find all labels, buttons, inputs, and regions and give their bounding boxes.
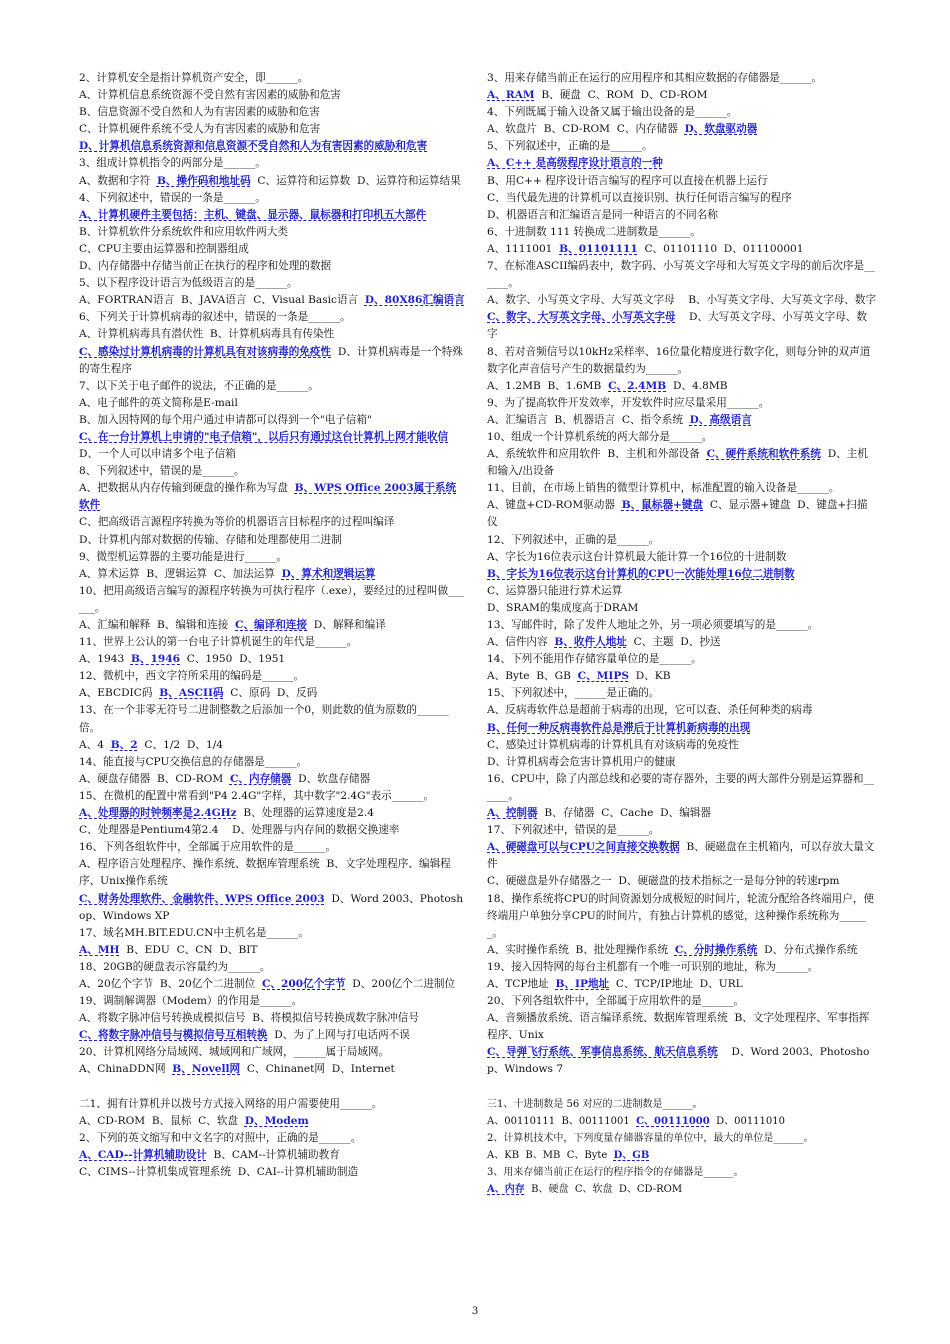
text-line [487, 258, 877, 292]
line-text: A、数据和字符 [79, 174, 157, 187]
text-line [79, 617, 465, 634]
text-line [487, 617, 877, 634]
text-line [79, 1061, 465, 1078]
line-text-tail: D、Word 2003、Photoshop、Windows XP [79, 892, 464, 922]
text-line [487, 720, 877, 737]
line-text-tail: B、存储器 C、Cache D、编辑器 [537, 807, 711, 820]
answer-highlight: D、Modem [244, 1114, 309, 1127]
text-line [79, 429, 465, 446]
line-text: 20、下列各组软件中，全部属于应用软件的是______。 [487, 995, 745, 1008]
line-text-tail: C、1/2 D、1/4 [137, 738, 224, 751]
text-line [79, 839, 465, 856]
line-text: 二1、拥有计算机并以拨号方式接入网络的用户需要使用______。 [79, 1097, 383, 1110]
line-text: A、算术运算 B、逻辑运算 C、加法运算 [79, 567, 282, 580]
answer-highlight: B、IP地址 [555, 977, 610, 990]
line-text-tail: C、主题 D、抄送 [626, 636, 721, 649]
line-text: B、加入因特网的每个用户通过申请都可以得到一个"电子信箱" [79, 413, 372, 426]
text-line [487, 771, 877, 805]
text-line [79, 685, 465, 702]
line-text: 4、下列叙述中，错误的一条是______。 [79, 191, 266, 204]
line-text-tail: B、CAM--计算机辅助教育 [206, 1148, 340, 1161]
text-line [487, 1044, 877, 1078]
line-text: D、一个人可以申请多个电子信箱 [79, 448, 236, 461]
answer-highlight: D、软盘驱动器 [684, 123, 758, 136]
answer-highlight: B、鼠标器+键盘 [621, 499, 704, 512]
text-line [487, 446, 877, 480]
line-text: 3、用来存储当前正在运行的应用程序和其相应数据的存储器是______。 [487, 72, 823, 84]
line-text-tail: D、分布式操作系统 [757, 943, 858, 956]
answer-highlight: B、01101111 [559, 242, 638, 255]
text-line [79, 70, 465, 87]
line-text: D、机器语言和汇编语言是同一种语言的不同名称 [487, 208, 718, 221]
answer-highlight: A、处理器的时钟频率是2.4GHz [79, 807, 237, 820]
line-text: B、用C++ 程序设计语言编写的程序可以直接在机器上运行 [487, 174, 768, 187]
text-line [487, 600, 877, 617]
answer-highlight: A、C++ 是高级程序设计语言的一种 [487, 157, 663, 170]
answer-highlight: B、2 [110, 738, 138, 751]
text-line [79, 822, 465, 839]
line-text: 20、计算机网络分局域网、城域网和广域网，______属于局域网。 [79, 1046, 390, 1059]
line-text: A、汇编语言 B、机器语言 C、指令系统 [487, 413, 690, 426]
line-text: C、处理器是Pentium4第2.4 D、处理器与内存间的数据交换速率 [79, 824, 400, 837]
line-text: A、程序语言处理程序、操作系统、数据库管理系统 B、文字处理程序、编辑程序、Unix操作系统 [79, 858, 451, 888]
line-text-tail: C、运算符和运算数 D、运算符和运算结果 [250, 174, 461, 187]
line-text: A、反病毒软件总是超前于病毒的出现，它可以查、杀任何种类的病毒 [487, 704, 813, 717]
text-line [487, 549, 877, 566]
line-text-tail: D、主机和输入/出设备 [487, 448, 868, 478]
text-line [487, 1147, 877, 1164]
text-line [487, 634, 877, 651]
text-line [79, 207, 465, 224]
text-line [487, 532, 877, 549]
text-line [79, 1130, 465, 1147]
text-line [79, 566, 465, 583]
text-line [79, 532, 465, 549]
line-text: D、SRAM的集成度高于DRAM [487, 601, 639, 614]
text-line [79, 326, 465, 343]
text-line [487, 1164, 877, 1181]
text-line [79, 754, 465, 771]
text-line [79, 412, 465, 429]
answer-highlight: C、编译和连接 [235, 619, 308, 631]
text-line [79, 104, 465, 121]
answer-highlight: C、数字、大写英文字母、小写英文字母 [487, 311, 676, 324]
line-text: 5、以下程序设计语言为低级语言的是______。 [79, 277, 298, 290]
text-line [79, 1096, 465, 1113]
line-text: 3、组成计算机指令的两部分是______。 [79, 157, 266, 170]
text-line [487, 292, 877, 309]
answer-highlight: A、控制器 [487, 807, 538, 820]
line-text: D、内存储器中存储当前正在执行的程序和处理的数据 [79, 260, 332, 273]
line-text: C、感染过计算机病毒的计算机具有对该病毒的免疫性 [487, 738, 739, 751]
line-text: A、00110111 B、00111001 [487, 1115, 637, 1127]
line-text: A、实时操作系统 B、批处理操作系统 [487, 943, 675, 956]
line-text: C、硬磁盘是外存储器之一 D、硬磁盘的技术指标之一是每分钟的转速rpm [487, 875, 840, 888]
answer-highlight: A、RAM [487, 89, 535, 102]
answer-highlight: B、1946 [130, 653, 180, 666]
text-line [487, 155, 877, 172]
text-line [487, 207, 877, 224]
line-text: 8、若对音频信号以10kHz采样率、16位量化精度进行数字化，则每分钟的双声道数字化声音信号产生的数据量约为______。 [487, 345, 871, 375]
text-line [79, 993, 465, 1010]
page-number: 3 [471, 1306, 479, 1317]
line-text: 10、把用高级语言编写的源程序转换为可执行程序（.exe），要经过的过程叫做______。 [79, 584, 464, 614]
line-text: 2、计算机安全是指计算机资产安全，即______。 [79, 72, 309, 84]
text-line [79, 549, 465, 566]
text-line [487, 87, 877, 104]
line-text: 12、微机中，西文字符所采用的编码是______。 [79, 670, 305, 683]
answer-highlight: C、2.4MB [608, 379, 667, 392]
answer-highlight: B、WPS Office 2003属于系统软件 [79, 482, 457, 512]
text-line [487, 480, 877, 497]
text-line [79, 395, 465, 412]
text-line [79, 155, 465, 172]
text-line [487, 566, 877, 583]
answer-highlight: C、导弹飞行系统、军事信息系统、航天信息系统 [487, 1046, 718, 1059]
line-text-tail: B、硬盘 C、ROM D、CD-ROM [534, 89, 708, 102]
line-text: A、4 [79, 738, 111, 751]
text-line [79, 378, 465, 395]
text-line [487, 395, 877, 412]
line-text-tail: D、大写英文字母、小写英文字母、数字 [487, 311, 867, 341]
line-text: 13、写邮件时，除了发件人地址之外，另一项必须要填写的是______。 [487, 619, 819, 631]
line-text: 18、20GB的硬盘表示容量约为______。 [79, 960, 271, 973]
line-text: 17、域名MH.BIT.EDU.CN中主机名是______。 [79, 926, 309, 939]
text-line [79, 702, 465, 736]
text-line [79, 1010, 465, 1027]
answer-highlight: C、内存储器 [229, 772, 292, 785]
answer-highlight: B、操作码和地址码 [156, 174, 251, 187]
line-text: 16、CPU中，除了内部总线和必要的寄存器外，主要的两大部件分别是运算器和______。 [487, 772, 875, 802]
text-line [79, 1164, 465, 1181]
line-text-tail: D、200亿个二进制位 [345, 977, 456, 990]
line-text: A、汇编和解释 B、编辑和连接 [79, 619, 236, 631]
text-line [79, 224, 465, 241]
text-line [79, 292, 465, 309]
text-line [79, 121, 465, 138]
answer-highlight: A、计算机硬件主要包括：主机、键盘、显示器、鼠标器和打印机五大部件 [79, 208, 427, 221]
text-line [487, 1010, 877, 1044]
line-text: A、信件内容 [487, 636, 555, 649]
text-line [79, 891, 465, 925]
answer-highlight: A、CAD--计算机辅助设计 [79, 1148, 207, 1161]
text-line [487, 241, 877, 258]
line-text-tail: C、01101110 D、011100001 [637, 242, 804, 255]
line-text: C、计算机硬件系统不受人为有害因素的威胁和危害 [79, 123, 321, 136]
text-line [487, 942, 877, 959]
line-text-tail: D、计算机病毒是一个特殊的寄生程序 [79, 345, 463, 375]
line-text: A、20亿个字节 B、20亿个二进制位 [79, 977, 262, 990]
line-text: 9、为了提高软件开发效率，开发软件时应尽量采用______。 [487, 396, 770, 409]
line-text: 18、操作系统将CPU的时间资源划分成极短的时间片，轮流分配给各终端用户，使终端用户单独分享CPU的时间片，有独占计算机的感觉，这种操作系统称为______。 [487, 892, 875, 939]
text-line [79, 942, 465, 959]
answer-highlight: C、感染过计算机病毒的计算机具有对该病毒的免疫性 [79, 345, 332, 358]
text-line [487, 497, 877, 531]
text-line [487, 754, 877, 771]
line-text: 15、下列叙述中，______是正确的。 [487, 687, 660, 700]
text-line [487, 1181, 877, 1198]
answer-highlight: B、Novell网 [172, 1063, 241, 1076]
right-column [487, 70, 877, 1198]
answer-highlight: C、硬件系统和软件系统 [706, 448, 821, 461]
line-text-tail: C、原码 D、反码 [223, 687, 318, 700]
text-line [487, 959, 877, 976]
line-text: 7、在标准ASCII编码表中，数字码、小写英文字母和大写英文字母的前后次序是______。 [487, 260, 875, 290]
answer-highlight: A、内存 [487, 1183, 525, 1195]
text-line [79, 805, 465, 822]
line-text: 13、在一个非零无符号二进制整数之后添加一个0，则此数的值为原数的______倍。 [79, 704, 449, 734]
text-line [487, 190, 877, 207]
answer-highlight: D、计算机信息系统资源和信息资源不受自然和人为有害因素的威胁和危害 [79, 140, 428, 153]
answer-highlight: A、硬磁盘可以与CPU之间直接交换数据 [487, 841, 680, 854]
line-text: A、1.2MB B、1.6MB [487, 379, 609, 392]
answer-highlight: B、字长为16位表示这台计算机的CPU一次能处理16位二进制数 [487, 567, 795, 580]
text-line [79, 788, 465, 805]
text-line [487, 224, 877, 241]
line-text: D、计算机病毒会危害计算机用户的健康 [487, 755, 676, 768]
line-text: A、KB B、MB C、Byte [487, 1149, 614, 1161]
text-line [79, 309, 465, 326]
text-line [487, 891, 877, 942]
text-line [487, 685, 877, 702]
line-text: C、CPU主要由运算器和控制器组成 [79, 242, 249, 255]
text-line [487, 378, 877, 395]
text-line [487, 1130, 877, 1147]
line-text: A、ChinaDDN网 [79, 1063, 173, 1076]
line-text: 19、接入因特网的每台主机都有一个唯一可识别的地址，称为______。 [487, 960, 819, 973]
line-text: 6、十进制数 111 转换成二进制数是______。 [487, 225, 701, 238]
line-text: B、信息资源不受自然和人为有害因素的威胁和危害 [79, 106, 320, 119]
line-text: A、Byte B、GB [487, 670, 578, 683]
text-line [487, 138, 877, 155]
text-line [487, 412, 877, 429]
text-line [79, 1027, 465, 1044]
text-line [487, 651, 877, 668]
text-line [79, 173, 465, 190]
line-text: 7、以下关于电子邮件的说法，不正确的是______。 [79, 379, 319, 392]
text-line [487, 583, 877, 600]
text-line [79, 1147, 465, 1164]
text-line [79, 651, 465, 668]
line-text: A、电子邮件的英文简称是E-mail [79, 396, 238, 409]
line-text-tail: B、EDU C、CN D、BIT [119, 943, 258, 956]
text-line [79, 583, 465, 617]
line-text: 11、世界上公认的第一台电子计算机诞生的年代是______。 [79, 636, 358, 649]
line-text: 2、计算机技术中，下列度量存储器容量的单位中，最大的单位是______。 [487, 1132, 814, 1144]
line-text: A、键盘+CD-ROM驱动器 [487, 499, 622, 512]
answer-highlight: C、将数字脉冲信号与模拟信号互相转换 [79, 1029, 268, 1042]
line-text: A、字长为16位表示这台计算机最大能计算一个16位的十进制数 [487, 550, 787, 563]
line-text: C、运算器只能进行算术运算 [487, 584, 623, 597]
text-line [487, 104, 877, 121]
line-text: A、音频播放系统、语言编译系统、数据库管理系统 B、文字处理程序、军事指挥程序、Unix [487, 1012, 870, 1042]
text-line [487, 976, 877, 993]
line-text-tail: B、处理器的运算速度是2.4 [236, 807, 374, 820]
line-text: A、1111001 [487, 242, 560, 255]
line-text: 4、下列既属于输入设备又属于输出设备的是______。 [487, 106, 738, 119]
line-text: 12、下列叙述中，正确的是______。 [487, 533, 660, 546]
text-line [487, 805, 877, 822]
answer-highlight: B、ASCII码 [159, 687, 224, 700]
line-text: C、CIMS--计算机集成管理系统 D、CAI--计算机辅助制造 [79, 1165, 359, 1178]
line-text-tail: D、解释和编译 [307, 619, 386, 631]
text-line [79, 737, 465, 754]
text-line [79, 668, 465, 685]
line-text: A、CD-ROM B、鼠标 C、软盘 [79, 1114, 245, 1127]
line-text: C、把高级语言源程序转换为等价的机器语言目标程序的过程叫编译 [79, 516, 395, 529]
text-line [79, 446, 465, 463]
line-text: 5、下列叙述中，正确的是______。 [487, 140, 653, 153]
text-line [79, 771, 465, 788]
line-text: 9、微型机运算器的主要功能是进行______。 [79, 550, 288, 563]
left-column [79, 70, 465, 1181]
text-line [79, 275, 465, 292]
line-text: A、EBCDIC码 [79, 687, 160, 700]
answer-highlight: B、任何一种反病毒软件总是滞后于计算机新病毒的出现 [487, 721, 751, 734]
line-text: A、TCP地址 [487, 977, 556, 990]
line-text: 19、调制解调器（Modem）的作用是______。 [79, 995, 303, 1008]
text-line [79, 190, 465, 207]
text-line [79, 959, 465, 976]
text-line [487, 173, 877, 190]
answer-highlight: C、200亿个字节 [262, 977, 346, 990]
text-line [79, 634, 465, 651]
line-text-tail: C、显示器+键盘 D、键盘+扫描仪 [487, 499, 868, 529]
line-text: A、1943 [79, 653, 131, 666]
text-line [487, 839, 877, 873]
text-line [79, 258, 465, 275]
line-text-tail: D、00111010 [709, 1115, 785, 1127]
line-text: 10、组成一个计算机系统的两大部分是______。 [487, 430, 713, 443]
line-text-tail: D、Word 2003、Photoshop、Windows 7 [487, 1046, 870, 1076]
line-text: 三1、十进制数是 56 对应的二进制数是______。 [487, 1098, 703, 1110]
text-line [487, 1096, 877, 1113]
line-text-tail: D、为了上网与打电话两不误 [267, 1029, 410, 1042]
text-line [79, 463, 465, 480]
line-text: A、计算机病毒具有潜伏性 B、计算机病毒具有传染性 [79, 328, 335, 341]
text-line [79, 856, 465, 890]
line-text: 3、用来存储当前正在运行的程序指令的存储器是______。 [487, 1166, 744, 1178]
answer-highlight: C、MIPS [577, 670, 629, 683]
text-line [487, 1113, 877, 1130]
text-line [79, 87, 465, 104]
text-line [79, 1113, 465, 1130]
line-text: B、计算机软件分系统软件和应用软件两大类 [79, 225, 289, 238]
line-text: 14、下列不能用作存储容量单位的是______。 [487, 653, 702, 666]
answer-highlight: D、算术和逻辑运算 [281, 567, 376, 580]
text-line [487, 121, 877, 138]
text-line [487, 344, 877, 378]
line-text-tail: D、4.8MB [666, 379, 728, 392]
line-text: A、FORTRAN语言 B、JAVA语言 C、Visual Basic语言 [79, 294, 365, 307]
line-text: 11、目前，在市场上销售的微型计算机中，标准配置的输入设备是______。 [487, 482, 840, 495]
answer-highlight: B、收件人地址 [554, 636, 627, 649]
line-text: D、计算机内部对数据的传输、存储和处理都使用二进制 [79, 533, 342, 546]
answer-highlight: C、00111000 [636, 1115, 710, 1127]
line-text-tail: B、硬磁盘在主机箱内，可以存放大量文件 [487, 841, 875, 871]
line-text: C、当代最先进的计算机可以直接识别、执行任何语言编写的程序 [487, 191, 792, 204]
line-text-tail: C、1950 D、1951 [180, 653, 286, 666]
text-line [487, 668, 877, 685]
text-line [79, 344, 465, 378]
answer-highlight: A、MH [79, 943, 120, 956]
text-line [79, 514, 465, 531]
line-text-tail: B、硬盘 C、软盘 D、CD-ROM [524, 1183, 683, 1195]
line-text: 17、下列叙述中，错误的是______。 [487, 824, 660, 837]
answer-highlight: D、高级语言 [689, 413, 752, 426]
answer-highlight: D、80X86汇编语言 [364, 294, 465, 307]
line-text: 6、下列关于计算机病毒的叙述中，错误的一条是______。 [79, 311, 351, 324]
text-line [487, 822, 877, 839]
line-text-tail: D、软盘存储器 [291, 772, 371, 785]
answer-highlight: D、GB [613, 1149, 650, 1161]
line-text-tail: C、Chinanet网 D、Internet [240, 1063, 395, 1076]
line-text: 8、下列叙述中，错误的是______。 [79, 465, 245, 478]
line-text: A、计算机信息系统资源不受自然有害因素的威胁和危害 [79, 89, 341, 102]
text-line [487, 737, 877, 754]
text-line [487, 873, 877, 890]
line-text: 16、下列各组软件中，全部属于应用软件的是______。 [79, 841, 337, 854]
text-line [79, 925, 465, 942]
text-line [487, 702, 877, 719]
text-line [79, 241, 465, 258]
line-text-tail: C、TCP/IP地址 D、URL [609, 977, 743, 990]
line-text: A、数字、小写英文字母、大写英文字母 B、小写英文字母、大写英文字母、数字 [487, 294, 877, 307]
text-line [79, 976, 465, 993]
line-text: 14、能直接与CPU交换信息的存储器是______。 [79, 755, 308, 768]
answer-highlight: C、财务处理软件、金融软件、WPS Office 2003 [79, 892, 325, 905]
text-line [487, 309, 877, 343]
text-line [487, 70, 877, 87]
answer-highlight: C、分时操作系统 [674, 943, 758, 956]
text-line [487, 429, 877, 446]
text-line [79, 1044, 465, 1061]
text-line [487, 993, 877, 1010]
answer-highlight: C、在一台计算机上申请的"电子信箱"，以后只有通过这台计算机上网才能收信 [79, 430, 449, 443]
text-line [79, 480, 465, 514]
line-text: 15、在微机的配置中常看到"P4 2.4G"字样，其中数字"2.4G"表示______。 [79, 789, 435, 802]
line-text: A、硬盘存储器 B、CD-ROM [79, 772, 230, 785]
line-text: 2、下列的英文缩写和中文名字的对照中，正确的是______。 [79, 1131, 362, 1144]
line-text: A、将数字脉冲信号转换成模拟信号 B、将模拟信号转换成数字脉冲信号 [79, 1012, 419, 1025]
line-text: A、系统软件和应用软件 B、主机和外部设备 [487, 448, 707, 461]
line-text: A、把数据从内存传输到硬盘的操作称为写盘 [79, 482, 295, 495]
line-text: A、软盘片 B、CD-ROM C、内存储器 [487, 123, 685, 136]
line-text-tail: D、KB [628, 670, 671, 683]
text-line [79, 138, 465, 155]
